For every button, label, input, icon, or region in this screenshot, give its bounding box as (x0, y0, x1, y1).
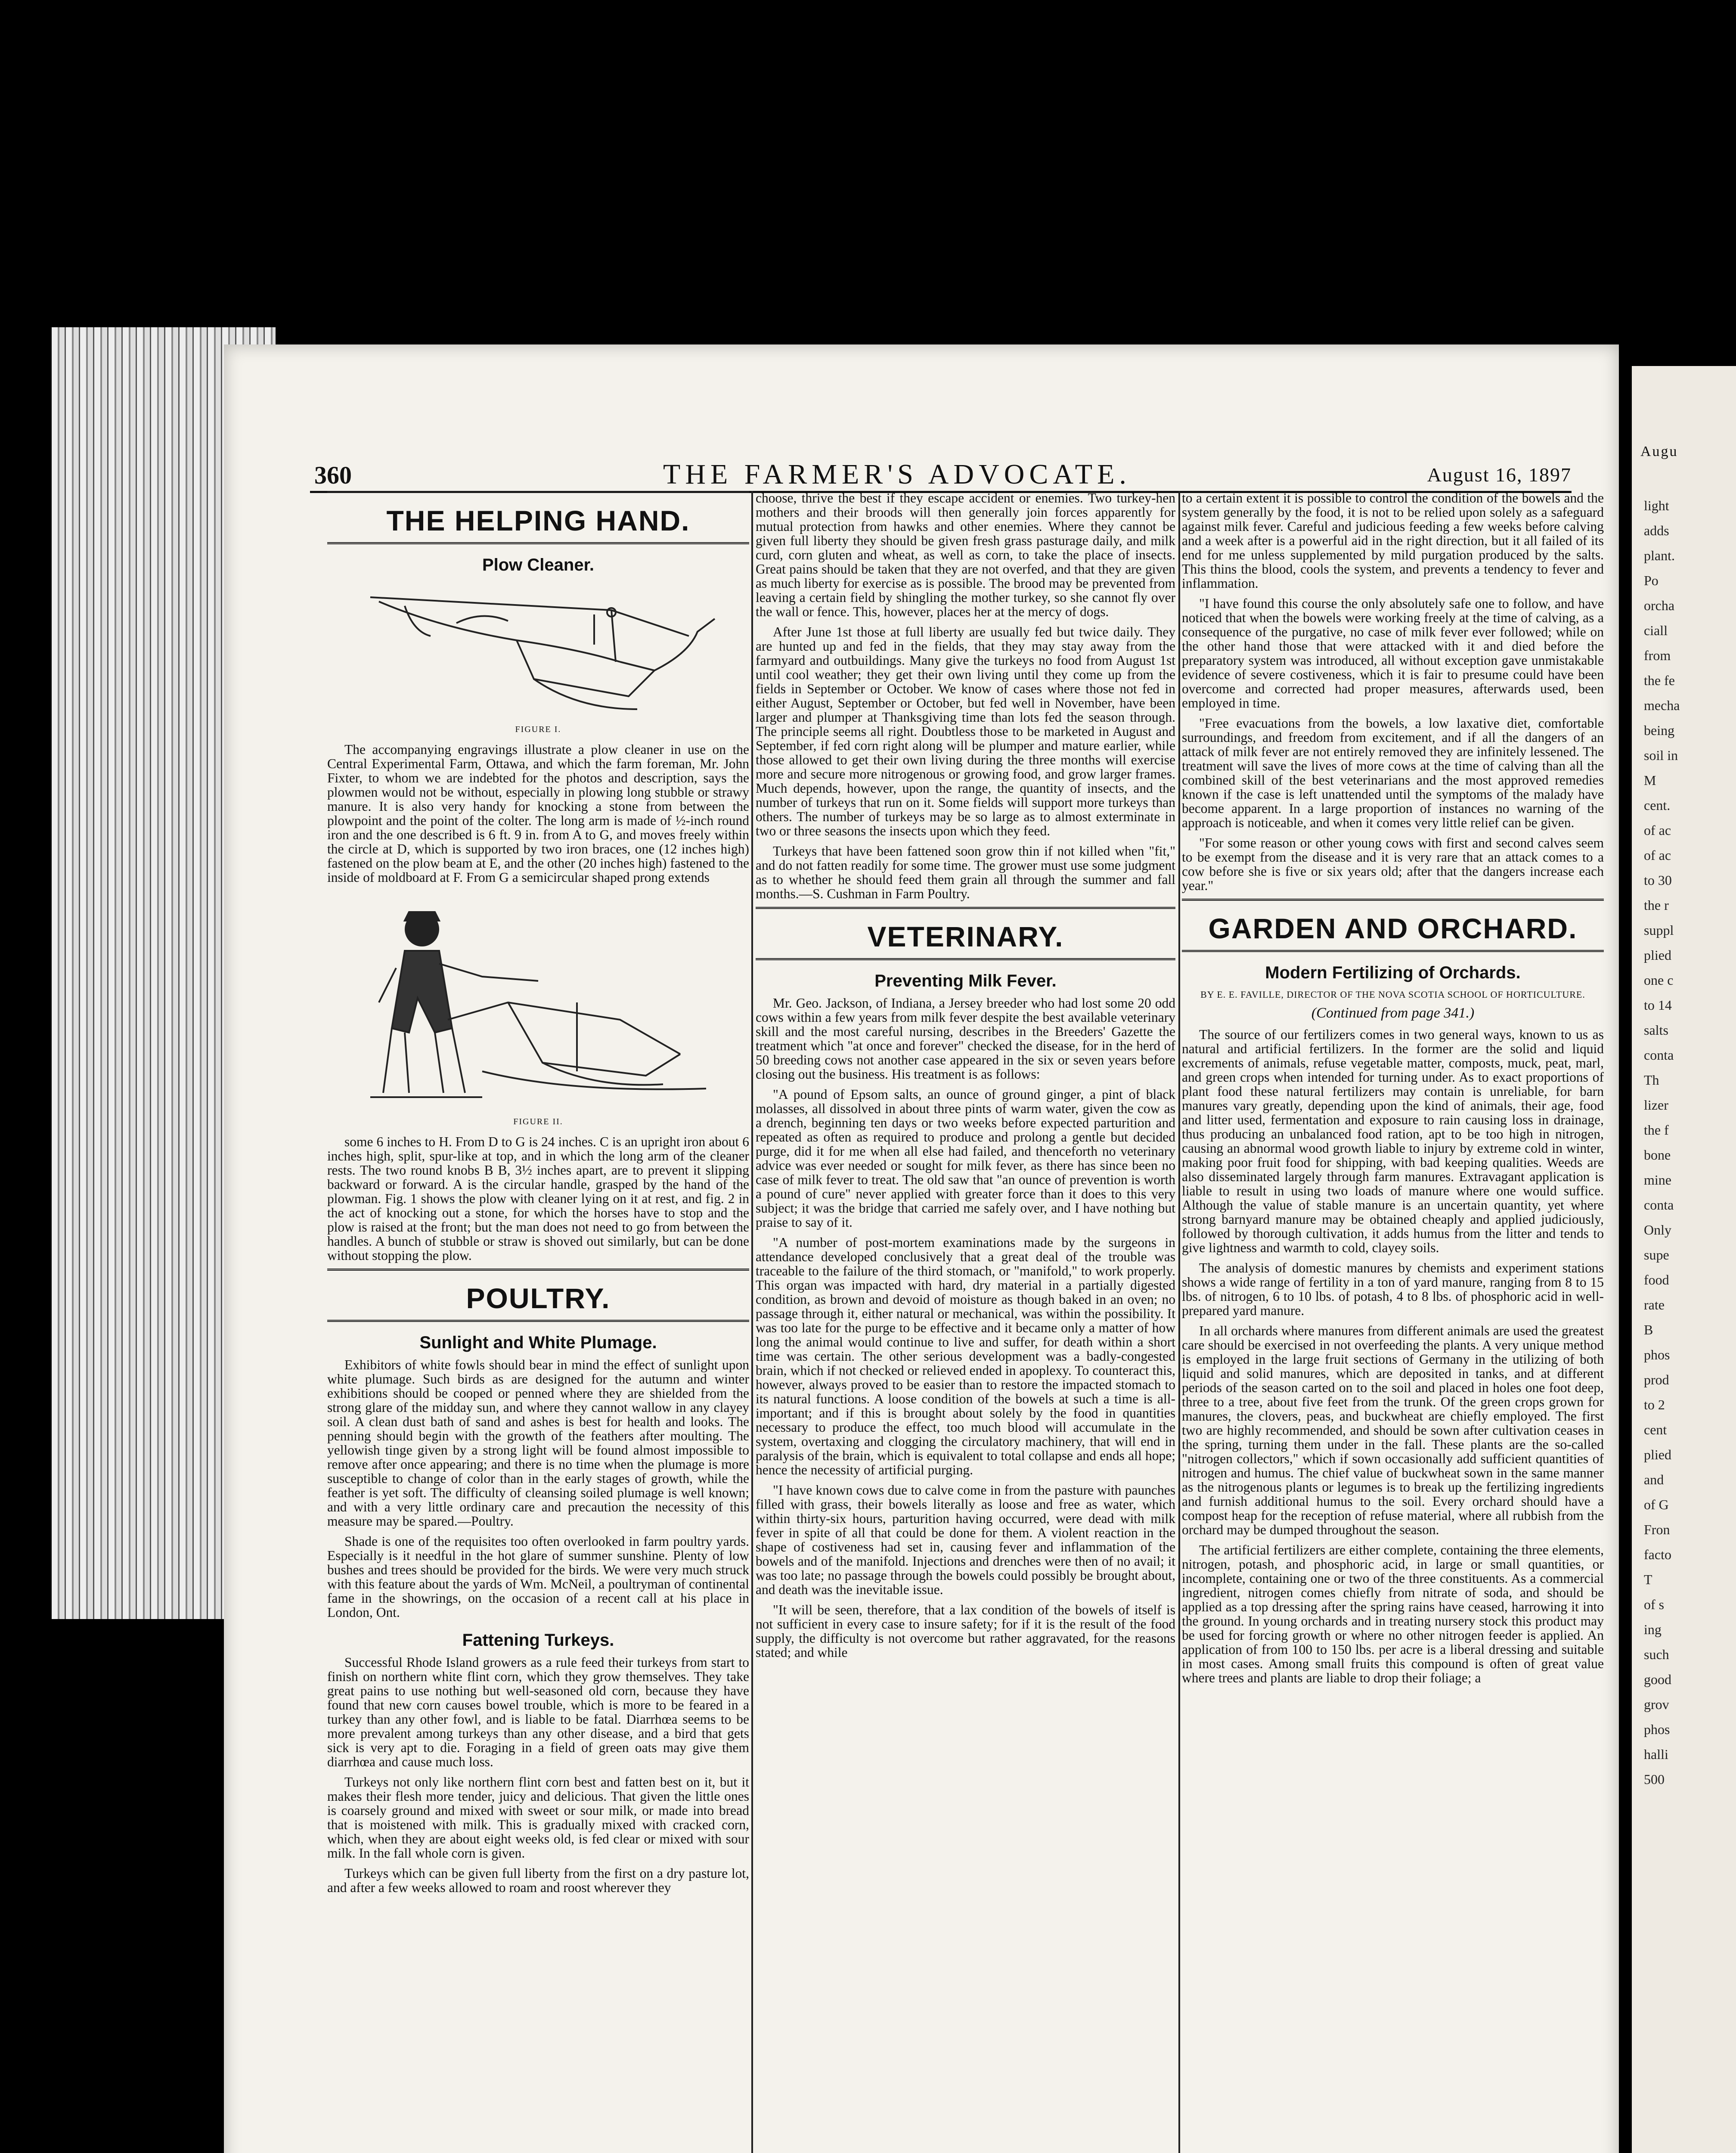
column-1 (327, 491, 749, 2153)
facing-page-fragment: of ac (1644, 847, 1671, 863)
article-title-fertilizing-orchards: Modern Fertilizing of Orchards. (1265, 963, 1521, 982)
facing-page-fragment: adds (1644, 523, 1669, 538)
facing-page-fragment: salts (1644, 1022, 1668, 1038)
facing-page-fragment: the f (1644, 1122, 1669, 1138)
continued-note: (Continued from page 341.) (1311, 1005, 1475, 1021)
page-number: 360 (314, 461, 352, 489)
facing-page-fragment: conta (1644, 1197, 1674, 1213)
facing-page-fragment: halli (1644, 1747, 1668, 1762)
facing-page-header: Augu (1640, 444, 1678, 459)
facing-page-fragment: lizer (1644, 1097, 1668, 1113)
paragraph: Mr. Geo. Jackson, of Indiana, a Jersey breeder who had lost some 20 odd cows within a few years from milk fever despite the best available veterinary skill and the most careful nursing, describes in the Breeders' Gazette the treatment which "at once and forever" checked the disease, for in the herd of 50 breeding cows not another case appeared in the six or seven years before closing out the business. His treatment is as follows: (756, 996, 1175, 1082)
article-title-plow-cleaner: Plow Cleaner. (482, 555, 595, 574)
paragraph: "A pound of Epsom salts, an ounce of ground ginger, a pint of black molasses, all dissolved in about three pints of warm water, given the cow as a drench, beginning ten days or two weeks before expected parturition and repeated as often as required to produce and prolong a gentle but decided purge, did it for me when all else had failed, and thenceforth no veterinary advice was ever needed or sought for milk fever, as there has since been no case of milk fever to treat. The old saw that "an ounce of prevention is worth a pound of cure" never applied with greater force than it does to this very subject; it was the bridge that carried me safely over, and I have nothing but praise to say of it. (756, 1087, 1175, 1230)
column-rule (1178, 491, 1180, 2153)
masthead (310, 461, 1572, 493)
facing-page-fragment: M (1644, 772, 1656, 788)
article-title-milk-fever: Preventing Milk Fever. (874, 971, 1057, 990)
figure-2-caption: FIGURE II. (513, 1117, 563, 1126)
section-heading-veterinary: VETERINARY. (756, 907, 1175, 960)
paragraph: choose, thrive the best if they escape accident or enemies. Two turkey-hen mothers and their broods will then generally join forces apparently for mutual protection from hawks and other enemies. Where they cannot be given full liberty they should be given fresh grass pasturage daily, and milk curd, corn gluten and wheat, as well as corn, to take the place of insects. Great pains should be taken that they are not overfed, and that they are given as much liberty for exercise as is possible. The brood may be prevented from leaving a certain field by shingling the mother turkey, so she cannot fly over the wall or fence. This, however, places her at the mercy of dogs. (756, 491, 1175, 619)
facing-page-fragment: phos (1644, 1722, 1670, 1737)
facing-page-fragment: ciall (1644, 623, 1668, 638)
facing-page-fragment: food (1644, 1272, 1669, 1287)
paragraph: Successful Rhode Island growers as a rule feed their turkeys from start to finish on northern white flint corn, which they grow themselves. They take great pains to use nothing but well-seasoned old corn, because they have found that new corn causes bowel trouble, which is more to be feared in a turkey than any other fowl, and is liable to be fatal. Diarrhœa seems to be more prevalent among turkeys than any other disease, and a bird that gets sick is very apt to die. Foraging in a field of green oats may give them diarrhœa and cause much loss. (327, 1655, 749, 1769)
paragraph: Shade is one of the requisites too often overlooked in farm poultry yards. Especially is it needful in the hot glare of summer sunshine. Plenty of low bushes and trees should be provided for the birds. We were very much struck with this feature about the yards of Wm. McNeil, a poultryman of continental fame in the showrings, on the occasion of a recent call at his place in London, Ont. (327, 1534, 749, 1620)
paragraph: In all orchards where manures from different animals are used the greatest care should be exercised in not overfeeding the plants. A very unique method is employed in the large fruit sections of Germany in the utilizing of both liquid and solid manures, which are deposited in tanks, and at different periods of the season carted on to the soil and placed in holes one foot deep, three to a tree, about five feet from the trunk. Of the green crops grown for manures, the clovers, peas, and buckwheat are chiefly employed. The first two are highly recommended, and should be sown after cultivation ceases in the spring, turning them under in the fall. These plants are the so-called "nitrogen collectors," which if sown occasionally add sufficient quantities of nitrogen and humus. The chief value of buckwheat sown in the same manner as the nitrogenous plants or legumes is to break up the fertilizing ingredients and furnish additional humus to the soil. Every orchard should have a compost heap for the reception of refuse material, where all rubbish from the orchard may be dumped throughout the season. (1182, 1323, 1604, 1537)
column-3 (1182, 491, 1604, 2153)
issue-date: August 16, 1897 (1427, 464, 1572, 486)
paragraph: to a certain extent it is possible to control the condition of the bowels and the system generally by the food, it is not to be relied upon solely as a safeguard against milk fever. Careful and judicious feeding a few weeks before calving and a week after is a powerful aid in the right direction, but it all failed of its end for me unless supplemented by mild purgation produced by the salts. This thins the blood, cools the system, and prevents a tendency to fever and inflammation. (1182, 491, 1604, 591)
paragraph: "I have found this course the only absolutely safe one to follow, and have noticed that when the bowels were working freely at the time of calving, as a consequence of the purgative, no case of milk fever ever followed; while on the other hand those that were attacked with it and died before the preparatory system was introduced, all without exception gave unmistakable evidence of severe costiveness, which it is fair to presume could have been overcome and corrected had proper measures, afterwards used, been employed in time. (1182, 596, 1604, 710)
paragraph: "It will be seen, therefore, that a lax condition of the bowels of itself is not sufficient in every case to insure safety; for if it is the result of the food supply, the difficulty is not overcome but rather aggravated, for the reasons stated; and while (756, 1602, 1175, 1660)
facing-page-fragment: mecha (1644, 698, 1680, 713)
facing-page-fragment: good (1644, 1672, 1671, 1687)
paragraph: The source of our fertilizers comes in two general ways, known to us as natural and artificial fertilizers. In the former are the solid and liquid excrements of animals, refuse vegetable matter, composts, muck, peat, marl, and green crops when intended for turning under. As to exact proportions of plant food these natural fertilizers may contain is unreliable, for barn manures vary greatly, depending upon the kind of animals, their age, food and litter used, fermentation and exposure to rain causing loss in drainage, thus producing an unbalanced food ration, apt to be too high in nitrogen, causing an abnormal wood growth liable to injury by extreme cold in winter, making poor fruit food for shipping, with bad keeping qualities. Weeds are also disseminated largely through farm manures. Extravagant application is liable to result in using two loads of manure where one would suffice. Although the value of stable manure is an uncertain quantity, yet where strong barnyard manure may be obtained cheaply and applied judiciously, followed by thorough cultivation, it adds humus from the litter and tends to give lightness and warmth to cold, clayey soils. (1182, 1027, 1604, 1255)
paragraph: Turkeys which can be given full liberty from the first on a dry pasture lot, and after a few weeks allowed to roam and roost wherever they (327, 1866, 749, 1895)
paragraph: The analysis of domestic manures by chemists and experiment stations shows a wide range of fertility in a ton of yard manure, ranging from 8 to 15 lbs. of nitrogen, 6 to 10 lbs. of potash, 4 to 8 lbs. of phosphoric acid in well-prepared yard manure. (1182, 1260, 1604, 1318)
facing-page-fragment: Fron (1644, 1522, 1670, 1537)
facing-page-fragment: cent (1644, 1422, 1667, 1437)
facing-page-fragment: facto (1644, 1547, 1671, 1562)
article-byline: BY E. E. FAVILLE, DIRECTOR OF THE NOVA SCOTIA SCHOOL OF HORTICULTURE. (1200, 989, 1585, 1000)
facing-page-fragment: B (1644, 1322, 1653, 1337)
facing-page-fragment: plied (1644, 947, 1671, 963)
facing-page-fragment: phos (1644, 1347, 1670, 1362)
paragraph: Turkeys that have been fattened soon grow thin if not killed when "fit," and do not fatten readily for some time. The grower must use some judgment as to whether he should feed them grain all through the summer and fall months.—S. Cushman in Farm Poultry. (756, 844, 1175, 901)
facing-page-fragment: 500 (1644, 1771, 1665, 1787)
facing-page-fragment: ing (1644, 1622, 1662, 1637)
facing-page-fragment: to 30 (1644, 872, 1672, 888)
paragraph: The artificial fertilizers are either complete, containing the three elements, nitrogen, potash, and phosphoric acid, in large or small quantities, or incomplete, containing one or two of the three constituents. As a commercial ingredient, nitrogen comes chiefly from nitrate of soda, and should be applied as a top dressing after the spring rains have ceased, harrowing it into the ground. In young orchards and in treating nursery stock this product may be used for forcing growth or where no other nitrogen feeder is applied. An application of from 100 to 150 lbs. per acre is a liberal dressing and suitable in most cases. Among small fruits this compound is often of great value where trees and plants are liable to drop their foliage; a (1182, 1542, 1604, 1685)
paragraph: "For some reason or other young cows with first and second calves seem to be exempt from the disease and it is very rare that an attack comes to a cow before she is five or six years old; after that the dangers increase each year." (1182, 835, 1604, 893)
facing-page-fragment: being (1644, 723, 1675, 738)
paragraph: Turkeys not only like northern flint corn best and fatten best on it, but it makes their flesh more tender, juicy and delicious. That given the little ones is coarsely ground and mixed with sweet or sour milk, or made into bread that is moistened with milk. This is gradually mixed with cracked corn, which, when they are about eight weeks old, is fed clear or mixed with sour milk. In the fall whole corn is given. (327, 1775, 749, 1861)
facing-page-fragment: bone (1644, 1147, 1671, 1163)
paragraph: Exhibitors of white fowls should bear in mind the effect of sunlight upon white plumage. Such birds as are designed for the autumn and winter exhibitions should be cooped or penned where they are shielded from the strong glare of the midday sun, and where they cannot wallow in any clayey soil. A clean dust bath of sand and ashes is best for health and looks. The penning should begin with the growth of the feathers after moulting. The yellowish tinge given by a strong light will be found almost impossible to remove after once appearing; and there is no time when the plumage is more susceptible to change of color than in the early stages of growth, while the feather is yet soft. The difficulty of cleansing soiled plumage is well known; and with a very little ordinary care and precaution the necessity of this measure may be spared.—Poultry. (327, 1357, 749, 1529)
paragraph: "Free evacuations from the bowels, a low laxative diet, comfortable surroundings, and freedom from excitement, and if all the dangers of an attack of milk fever are not entirely removed they are infinitely lessened. The treatment will save the lives of more cows at the time of calving than all the combined skill of the best veterinarians and the most approved remedies known if the case is left unattended until the symptoms of the malady have become apparent. In a large proportion of instances no warning of the approach is noticeable, and when it comes very little relief can be given. (1182, 716, 1604, 830)
plow-figure-2-illustration (353, 890, 723, 1114)
facing-page-fragment: plied (1644, 1447, 1671, 1462)
facing-page-fragment: plant. (1644, 548, 1675, 563)
facing-page-fragment: mine (1644, 1172, 1671, 1188)
section-heading-garden-orchard: GARDEN AND ORCHARD. (1182, 899, 1604, 952)
plow-figure-1-illustration (353, 580, 723, 722)
facing-page-fragment: T (1644, 1572, 1652, 1587)
facing-page-fragment: and (1644, 1472, 1664, 1487)
paragraph: "I have known cows due to calve come in from the pasture with paunches filled with grass, their bowels literally as loose and free as water, which within thirty-six hours, parturition having occurred, were dead with milk fever in spite of all that could be done for them. A violent reaction in the shape of costiveness had set in, causing fever and inflammation of the bowels and of the manifold. Injections and drenches were then of no avail; it was too late; no passage through the bowels could possibly be brought about, and death was the inevitable issue. (756, 1483, 1175, 1597)
publication-title: THE FARMER'S ADVOCATE. (663, 459, 1131, 490)
facing-page-fragment: soil in (1644, 748, 1678, 763)
article-title-fattening-turkeys: Fattening Turkeys. (462, 1631, 614, 1650)
facing-page-fragment: light (1644, 498, 1669, 513)
facing-page-fragment: the fe (1644, 673, 1675, 688)
facing-page-fragment: Only (1644, 1222, 1671, 1238)
facing-page-fragment: of s (1644, 1597, 1665, 1612)
facing-page-fragment: orcha (1644, 598, 1675, 613)
facing-page-fragment: supe (1644, 1247, 1669, 1263)
facing-page-fragment: from (1644, 648, 1671, 663)
facing-page-edge (1632, 366, 1736, 2153)
paragraph: "A number of post-mortem examinations made by the surgeons in attendance developed conclusively that a great deal of the trouble was traceable to the failure of the third stomach, or "manifold," to work properly. This organ was impacted with hard, dry material in a partially digested condition, as brown and devoid of moisture as though baked in an oven; no passage through it, either natural or mechanical, was within the possibility. It was too late for the purge to be effective and it became only a matter of how long the animal would continue to live and suffer, for death within a short time was certain. The other serious development was a badly-congested brain, which if not checked or relieved ended in apoplexy. To counteract this, however, always proved to be easier than to restore the impacted stomach to its natural functions. A loose condition of the bowels at such a time is all-important; and if this is brought about solely by the food in quantities necessary to produce the effect, too much blood will accumulate in the system, overtaxing and clogging the circulatory machinery, that will end in paralysis of the brain, which is equivalent to total collapse and ends all hope; hence the necessity of artificial purging. (756, 1235, 1175, 1477)
figure-1-caption: FIGURE I. (515, 725, 561, 734)
facing-page-fragment: the r (1644, 897, 1669, 913)
section-heading-helping-hand: THE HELPING HAND. (327, 491, 749, 544)
article-title-sunlight: Sunlight and White Plumage. (419, 1333, 657, 1352)
facing-page-fragment: one c (1644, 972, 1674, 988)
facing-page-fragment: conta (1644, 1047, 1674, 1063)
facing-page-fragment: of ac (1644, 822, 1671, 838)
column-2 (756, 491, 1175, 2153)
facing-page-fragment: to 14 (1644, 997, 1672, 1013)
section-heading-poultry: POULTRY. (327, 1269, 749, 1322)
column-rule (751, 491, 753, 2153)
facing-page-fragment: of G (1644, 1497, 1669, 1512)
facing-page-fragment: Po (1644, 573, 1658, 588)
paragraph: some 6 inches to H. From D to G is 24 inches. C is an upright iron about 6 inches high, split, spur-like at top, and in which the long arm of the cleaner rests. The two round knobs B B, 3½ inches apart, are to prevent it slipping backward or forward. A is the circular handle, grasped by the hand of the plowman. Fig. 1 shows the plow with cleaner lying on it at rest, and fig. 2 in the act of knocking out a stone, for which the horses have to stop and the plow is raised at the front; but the man does not need to go from between the handles. A bunch of stubble or straw is shoved out similarly, but can be done without stopping the plow. (327, 1134, 749, 1263)
facing-page-fragment: rate (1644, 1297, 1665, 1312)
facing-page-fragment: suppl (1644, 922, 1674, 938)
facing-page-fragment: such (1644, 1647, 1669, 1662)
facing-page-fragment: cent. (1644, 797, 1671, 813)
facing-page-fragment: to 2 (1644, 1397, 1665, 1412)
facing-page-fragment: prod (1644, 1372, 1669, 1387)
paragraph: The accompanying engravings illustrate a plow cleaner in use on the Central Experimental Farm, Ottawa, and which the farm foreman, Mr. John Fixter, to whom we are indebted for the photos and description, says the plowmen would not be without, especially in plowing long stubble or strawy manure. It is also very handy for knocking a stone from between the plowpoint and the point of the colter. The long arm is made of ½-inch round iron and the one described is 6 ft. 9 in. from A to G, and moves freely within the circle at D, which is supported by two iron braces, one (12 inches high) fastened on the plow beam at E, and the other (20 inches high) fastened to the inside of moldboard at F. From G a semicircular shaped prong extends (327, 742, 749, 885)
facing-page-fragment: Th (1644, 1072, 1659, 1088)
facing-page-fragment: grov (1644, 1697, 1669, 1712)
paragraph: After June 1st those at full liberty are usually fed but twice daily. They are hunted up and fed in the fields, that they may stay away from the farmyard and outbuildings. Many give the turkeys no food from August 1st until cool weather; they get their own living until they come up from the fields in September or October. We know of cases where those not fed in either August, September or October, but fed well in November, have been larger and plumper at Thanksgiving time than lots fed the season through. The principle seems all right. Doubtless those to be marketed in August and September, if fed corn right along will be plumper and mature earlier, while those allowed to get their own living during the three months will exercise more and secure more nitrogenous or growing food, and grow larger frames. Much depends, however, upon the range, the quantity of insects, and the number of turkeys that run on it. Some fields will support more turkeys than others. The number of turkeys may be so large as to almost exterminate in two or three seasons the insects upon which they feed. (756, 624, 1175, 838)
